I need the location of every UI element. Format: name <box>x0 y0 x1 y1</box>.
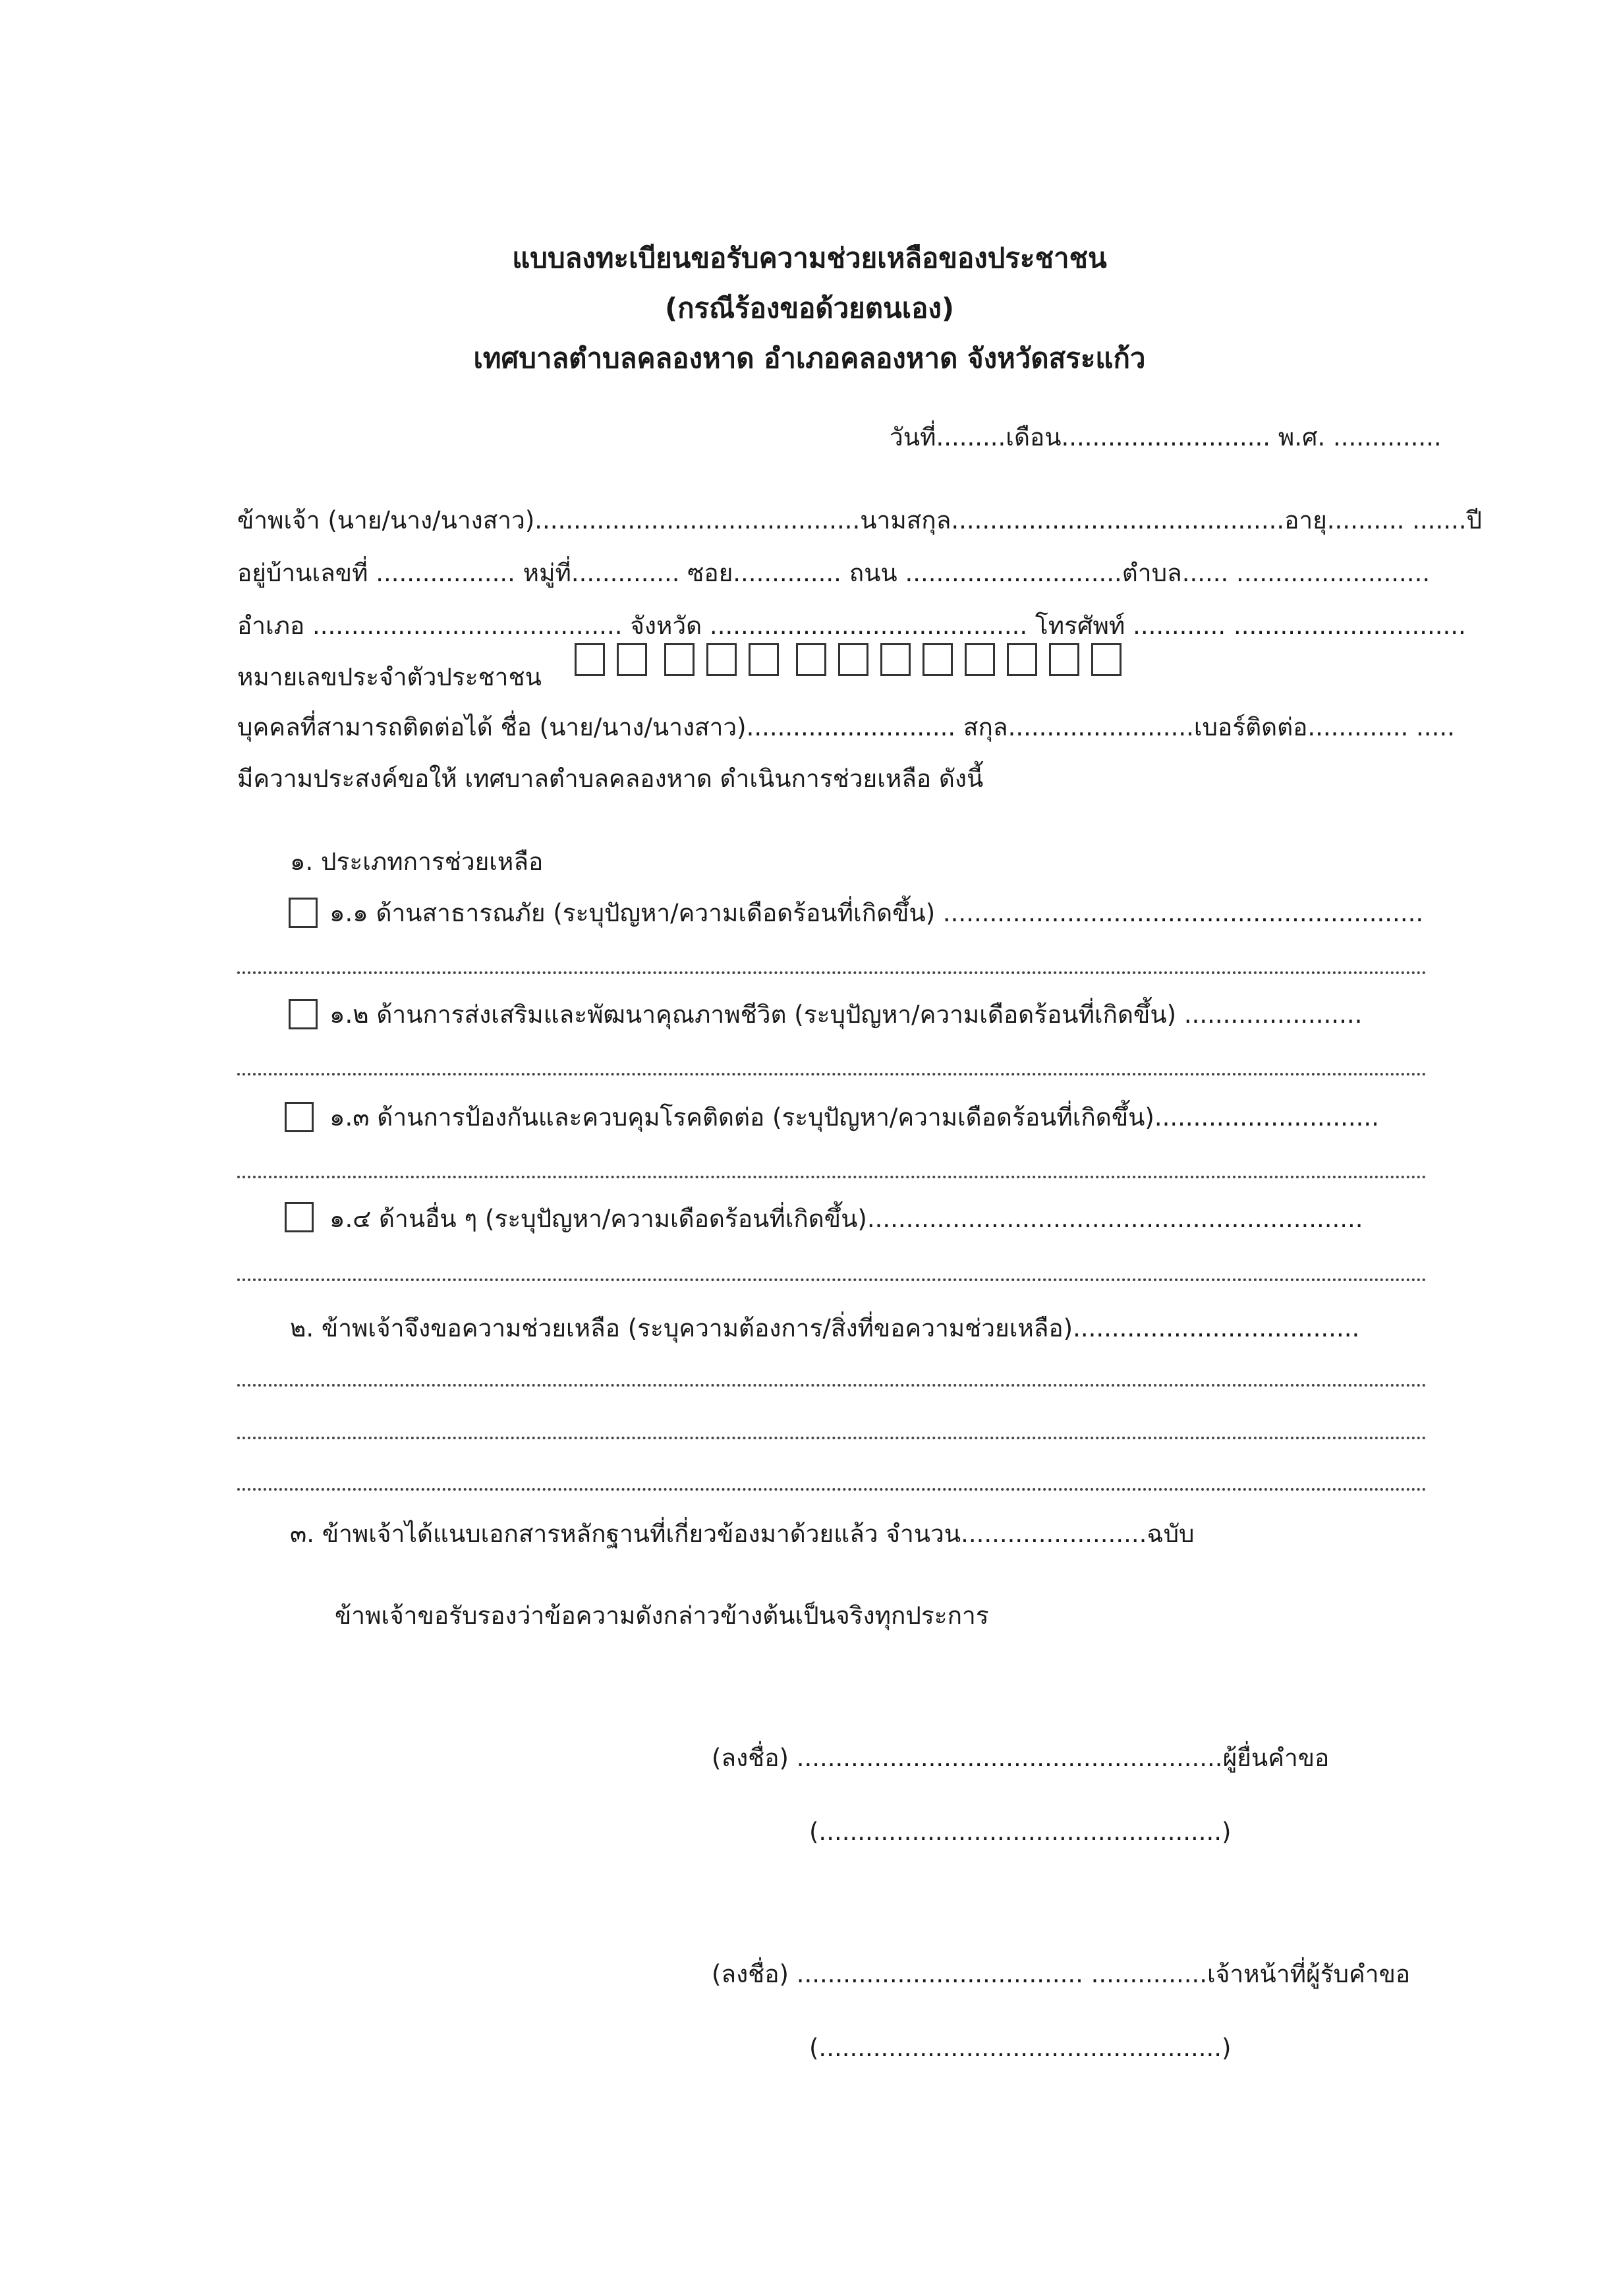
section2-heading[interactable]: ๒. ข้าพเจ้าจึงขอความช่วยเหลือ (ระบุความต้องการ/สิ่งที่ขอความช่วยเหลือ)..................................... <box>290 1314 1360 1342</box>
id-digit-box[interactable] <box>923 643 953 676</box>
officer-printed-name[interactable]: (....................................................) <box>809 2034 1232 2062</box>
id-digit-box[interactable] <box>664 643 695 676</box>
item-quality-of-life[interactable]: ๑.๒ ด้านการส่งเสริมและพัฒนาคุณภาพชีวิต (ระบุปัญหา/ความเดือดร้อนที่เกิดขึ้น) ....................... <box>329 1000 1363 1029</box>
id-digit-box[interactable] <box>965 643 995 676</box>
purpose-line: มีความประสงค์ขอให้ เทศบาลตำบลคลองหาด ดำเนินการช่วยเหลือ ดังนี้ <box>237 764 984 793</box>
date-line[interactable]: วันที่.........เดือน........................... พ.ศ. .............. <box>890 423 1442 451</box>
contact-person-line[interactable]: บุคคลที่สามารถติดต่อได้ ชื่อ (นาย/นาง/นางสาว)........................... สกุล........................เบอร์ติดต่อ............. ..... <box>237 713 1455 741</box>
checkbox-disaster[interactable] <box>289 898 318 928</box>
id-digit-box[interactable] <box>749 643 779 676</box>
id-digit-box[interactable] <box>617 643 647 676</box>
item-other[interactable]: ๑.๔ ด้านอื่น ๆ (ระบุปัญหา/ความเดือดร้อนที่เกิดขึ้น)................................................................ <box>329 1205 1363 1233</box>
officer-signature-line[interactable]: (ลงชื่อ) ..................................... ...............เจ้าหน้าที่ผู้รับคำขอ <box>712 1960 1411 1988</box>
checkbox-other[interactable] <box>285 1202 314 1232</box>
address-line[interactable]: อยู่บ้านเลขที่ .................. หมู่ที่.............. ซอย.............. ถนน ............................ตำบล...... ......................... <box>237 559 1431 587</box>
answer-line[interactable] <box>237 1278 1427 1281</box>
id-number-label: หมายเลขประจำตัวประชาชน <box>237 663 542 691</box>
form-title: แบบลงทะเบียนขอรับความช่วยเหลือของประชาชน <box>512 242 1107 274</box>
id-number-boxes[interactable] <box>575 643 1122 676</box>
answer-line[interactable] <box>237 1176 1427 1178</box>
district-phone-line[interactable]: อำเภอ ........................................ จังหวัด ......................................... โทรศัพท์ ............ .............................. <box>237 612 1466 640</box>
item-disaster[interactable]: ๑.๑ ด้านสาธารณภัย (ระบุปัญหา/ความเดือดร้อนที่เกิดขึ้น) .............................................................. <box>329 899 1424 927</box>
answer-line[interactable] <box>237 1488 1427 1491</box>
applicant-name-line[interactable]: ข้าพเจ้า (นาย/นาง/นางสาว)..........................................นามสกุล...........................................อายุ.......... .......ปี <box>237 506 1482 534</box>
answer-line[interactable] <box>237 1073 1427 1076</box>
id-digit-box[interactable] <box>1091 643 1122 676</box>
applicant-printed-name[interactable]: (....................................................) <box>809 1818 1232 1846</box>
applicant-signature-line[interactable]: (ลงชื่อ) .......................................................ผู้ยื่นคำขอ <box>712 1744 1330 1772</box>
answer-line[interactable] <box>237 1437 1427 1439</box>
item-disease-control[interactable]: ๑.๓ ด้านการป้องกันและควบคุมโรคติดต่อ (ระบุปัญหา/ความเดือดร้อนที่เกิดขึ้น)............................. <box>329 1103 1379 1132</box>
section3-heading[interactable]: ๓. ข้าพเจ้าได้แนบเอกสารหลักฐานที่เกี่ยวข้องมาด้วยแล้ว จำนวน........................ฉบับ <box>290 1520 1195 1548</box>
form-subtitle: (กรณีร้องขอด้วยตนเอง) <box>664 292 955 324</box>
id-digit-box[interactable] <box>706 643 737 676</box>
answer-line[interactable] <box>237 971 1427 974</box>
id-digit-box[interactable] <box>880 643 911 676</box>
checkbox-quality-of-life[interactable] <box>289 999 318 1029</box>
id-digit-box[interactable] <box>1007 643 1037 676</box>
answer-line[interactable] <box>237 1384 1427 1387</box>
municipality-title: เทศบาลตำบลคลองหาด อำเภอคลองหาด จังหวัดสระแก้ว <box>473 342 1146 374</box>
id-digit-box[interactable] <box>838 643 868 676</box>
id-digit-box[interactable] <box>1049 643 1079 676</box>
section1-heading: ๑. ประเภทการช่วยเหลือ <box>290 847 544 876</box>
checkbox-disease-control[interactable] <box>285 1102 314 1132</box>
id-digit-box[interactable] <box>575 643 605 676</box>
id-digit-box[interactable] <box>796 643 826 676</box>
certification-statement: ข้าพเจ้าขอรับรองว่าข้อความดังกล่าวข้างต้นเป็นจริงทุกประการ <box>335 1601 989 1630</box>
